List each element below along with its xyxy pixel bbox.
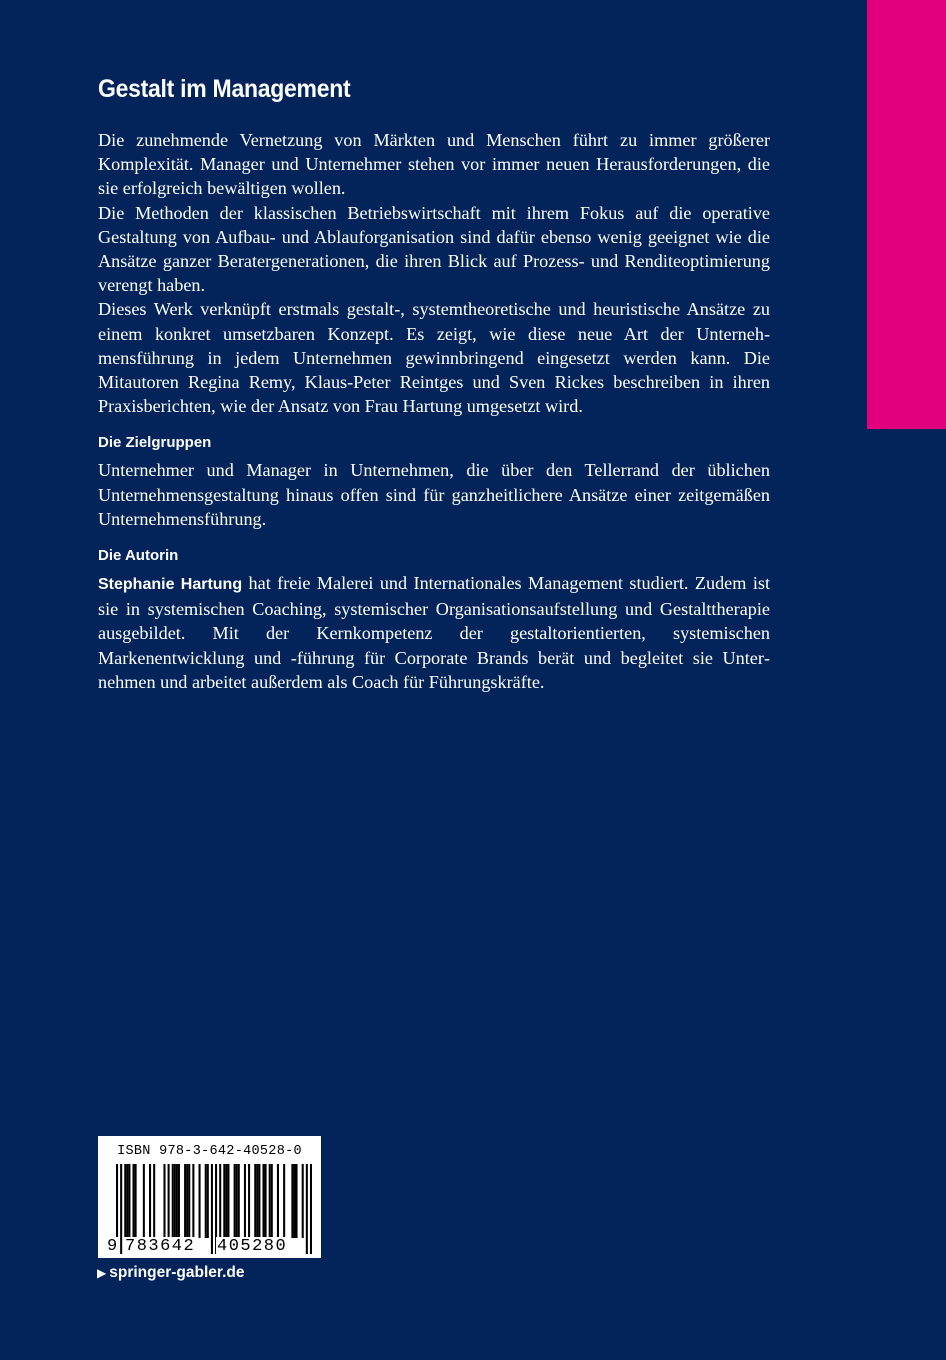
barcode-bar	[168, 1164, 170, 1238]
author-bio-text: hat freie Malerei und Internationales Management studiert. Zudem ist sie in systemischen Coaching, systemischer Organisationsaufstellung und Gestalttherapie ausgebildet. Mit der Kernkompetenz der gestaltorientierten, systemischen Markenentwicklung und -führung für Corporate Brands berät und begleitet sie Unternehmen und arbeitet außerdem als Coach für Führungskräfte.	[98, 573, 770, 692]
intro-paragraph-1: Die zunehmende Vernetzung von Märkten und Menschen führt zu immer größerer Komplexität. Manager und Unternehmer stehen vor immer neuen Herausforderungen, die sie erfolgreich bewältigen wollen.	[98, 130, 770, 199]
barcode-bar	[283, 1164, 285, 1238]
target-group-text: Unternehmer und Manager in Unternehmen, die über den Tellerrand der üblichen Unternehmensgestaltung hinaus offen sind für ganzheitlichere Ansätze einer zeitgemäßen Unternehmensführung.	[98, 460, 770, 529]
author-heading: Die Autorin	[98, 547, 179, 565]
play-triangle-icon: ▶	[97, 1266, 107, 1280]
barcode-bar	[184, 1164, 186, 1238]
barcode-bar	[149, 1164, 151, 1238]
barcode-bar	[262, 1164, 264, 1238]
barcode-bar	[186, 1164, 188, 1238]
barcode-bar	[163, 1164, 165, 1238]
target-group-section	[98, 433, 770, 531]
barcode-bar	[258, 1164, 260, 1238]
barcode-bar	[238, 1164, 240, 1238]
barcode-bar	[128, 1164, 130, 1238]
barcode-guard-bar	[120, 1164, 122, 1254]
barcode-bar	[199, 1164, 201, 1238]
barcode-bar	[236, 1164, 238, 1238]
barcode-bar	[205, 1164, 207, 1238]
barcode-bar	[172, 1164, 174, 1238]
barcode-bar	[244, 1164, 246, 1238]
barcode-bar	[143, 1164, 145, 1238]
barcode-bar	[227, 1164, 229, 1238]
barcode-bar	[207, 1164, 209, 1238]
author-bio	[98, 571, 770, 694]
barcode-bar	[225, 1164, 227, 1238]
barcode-bar	[254, 1164, 256, 1238]
intro-paragraph-2: Die Methoden der klassischen Betriebswirtschaft mit ihrem Fokus auf die operative Gestaltung von Aufbau- und Ablauforganisation sind dafür ebenso wenig geeignet wie die Ansätze ganzer Beratergenerationen, die ihren Blick auf Prozess- und Renditeoptimierung verengt haben.	[98, 202, 770, 296]
publisher-url: springer-gabler.de	[109, 1264, 245, 1281]
barcode-bar	[153, 1164, 155, 1238]
target-group-heading: Die Zielgruppen	[98, 434, 212, 452]
back-cover-text	[98, 72, 770, 694]
author-name: Stephanie Hartung	[98, 576, 243, 594]
barcode-bar	[176, 1164, 178, 1238]
barcode-bar	[174, 1164, 176, 1238]
barcode-bar	[271, 1164, 273, 1238]
isbn-label: ISBN 978-3-642-40528-0	[117, 1144, 302, 1159]
barcode-bar	[269, 1164, 271, 1238]
barcode-bar	[265, 1164, 267, 1238]
ean-left-digits: 783642	[125, 1237, 196, 1256]
barcode-guard-bar	[211, 1164, 213, 1254]
ean-first-digit: 9	[107, 1237, 118, 1256]
intro-paragraph-3: Dieses Werk verknüpft erstmals gestalt-, systemtheoretische und heuristische Ansätze zu einem konkret umsetzbaren Konzept. Es zeigt, wie diese neue Art der Unternehmensführung in jedem Unternehmen gewinnbringend eingesetzt werden kann. Die Mitautoren Regina Remy, Klaus-Peter Reintges und Sven Rickes beschreiben in ihren Praxisberichten, wie der Ansatz von Frau Hartung umgesetzt wird.	[98, 299, 770, 417]
ean-right-digits: 405280	[217, 1237, 288, 1256]
barcode-bar	[135, 1164, 137, 1238]
barcode-bar	[291, 1164, 293, 1238]
barcode-bar	[234, 1164, 236, 1238]
intro-section	[98, 128, 770, 418]
author-section	[98, 546, 770, 694]
isbn-barcode	[98, 1136, 321, 1258]
magenta-accent-bar	[867, 0, 946, 429]
barcode-bar	[188, 1164, 190, 1238]
barcode-bar	[178, 1164, 180, 1238]
barcode-bar	[223, 1164, 225, 1238]
barcode-bar	[293, 1164, 295, 1238]
barcode-bar	[219, 1164, 221, 1238]
barcode-bar	[295, 1164, 297, 1238]
barcode-bar	[277, 1164, 279, 1238]
publisher-link	[97, 1264, 244, 1282]
book-title: Gestalt im Management	[98, 75, 351, 103]
barcode-bar	[126, 1164, 128, 1238]
barcode-guard-bar	[306, 1164, 308, 1254]
barcode-bar	[124, 1164, 126, 1238]
barcode-guard-bar	[310, 1164, 312, 1254]
barcode-bar	[248, 1164, 250, 1238]
barcode-bar	[192, 1164, 194, 1238]
barcode-bar	[302, 1164, 304, 1238]
barcode-bar	[133, 1164, 135, 1238]
barcode-bar	[256, 1164, 258, 1238]
